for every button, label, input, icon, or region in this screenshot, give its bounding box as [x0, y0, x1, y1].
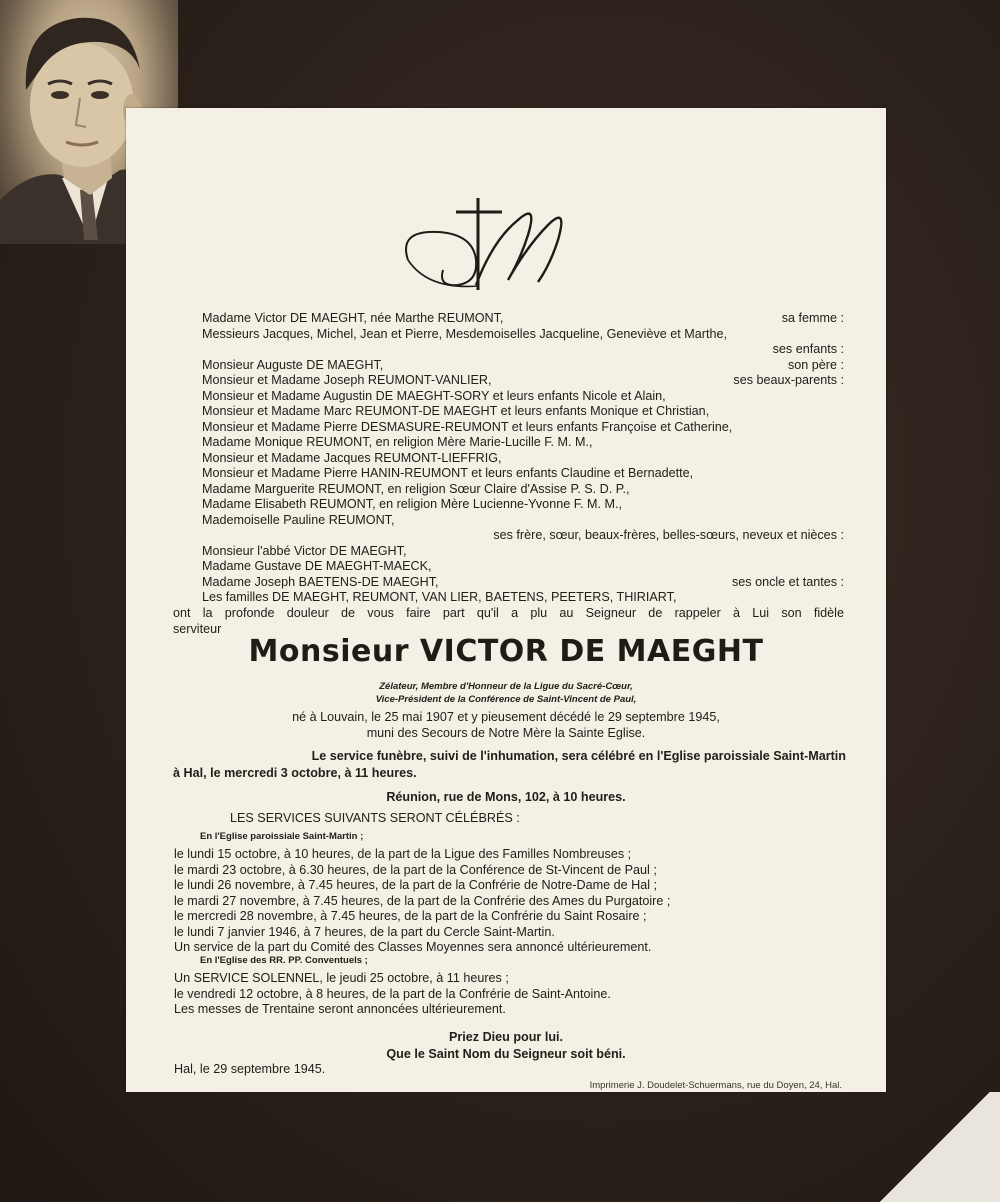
family-row: [202, 451, 844, 467]
place-date: Hal, le 29 septembre 1945.: [174, 1062, 326, 1076]
closing-prayer: [126, 1029, 886, 1063]
announcement-line-1: ont la profonde douleur de vous faire part qu'il a plu au Seigneur de rappeler à Lui son fidèle: [173, 606, 844, 620]
family-row: [202, 590, 844, 606]
family-row: [202, 342, 844, 358]
service-item: Les messes de Trentaine seront annoncées ultérieurement.: [174, 1002, 506, 1016]
service-item: Un service de la part du Comité des Classes Moyennes sera annoncé ultérieurement.: [174, 940, 652, 954]
family-row: [202, 497, 844, 513]
service-item: le lundi 15 octobre, à 10 heures, de la part de la Ligue des Familles Nombreuses ;: [174, 847, 632, 861]
family-member: Madame Gustave DE MAEGHT-MAECK,: [202, 559, 432, 573]
family-relation: ses oncle et tantes :: [731, 574, 844, 589]
birth-death: [126, 710, 886, 741]
family-relation: ses beaux-parents :: [733, 373, 844, 387]
service-item: le mercredi 28 novembre, à 7.45 heures, de la part de la Confrérie du Saint Rosaire ;: [174, 909, 647, 923]
family-row: [202, 435, 844, 451]
services-heading: LES SERVICES SUIVANTS SERONT CÉLÉBRÉS :: [230, 811, 520, 825]
funeral-info: [173, 748, 846, 782]
family-row: [202, 358, 844, 374]
family-member: Monsieur et Madame Joseph REUMONT-VANLIER,: [202, 373, 492, 387]
family-row: [202, 544, 844, 560]
page-corner: [870, 1092, 1000, 1202]
family-row: [202, 389, 844, 405]
family-row: [202, 311, 844, 327]
announcement: [173, 606, 844, 637]
family-row: [202, 327, 844, 343]
family-member: Monsieur et Madame Pierre DESMASURE-REUMONT et leurs enfants Françoise et Catherine,: [202, 419, 733, 434]
family-relation: son père :: [787, 357, 844, 372]
family-member: Monsieur et Madame Pierre HANIN-REUMONT et leurs enfants Claudine et Bernadette,: [202, 466, 694, 480]
church-conventuels: En l'Eglise des RR. PP. Conventuels ;: [200, 955, 368, 966]
announcement-line-2: serviteur: [173, 621, 222, 636]
title-line-2: Vice-Président de la Conférence de Saint-Vincent de Paul,: [375, 694, 637, 705]
family-member: Madame Victor DE MAEGHT, née Marthe REUMONT,: [202, 311, 504, 325]
printer-credit: Imprimerie J. Doudelet-Schuermans, rue du Doyen, 24, Hal.: [589, 1080, 842, 1091]
family-member: Madame Joseph BAETENS-DE MAEGHT,: [202, 574, 439, 589]
services-list-conventuels: [174, 971, 814, 1018]
family-row: [202, 482, 844, 498]
family-row: [202, 466, 844, 482]
family-list: [202, 311, 844, 606]
cross-monogram-icon: [398, 190, 578, 300]
family-row: [202, 575, 844, 591]
family-row: [202, 559, 844, 575]
funeral-line-2: à Hal, le mercredi 3 octobre, à 11 heures.: [173, 766, 417, 780]
service-item: le mardi 23 octobre, à 6.30 heures, de la part de la Conférence de St-Vincent de Paul ;: [174, 862, 657, 877]
family-member: Monsieur et Madame Augustin DE MAEGHT-SORY et leurs enfants Nicole et Alain,: [202, 388, 666, 403]
family-member: Monsieur Auguste DE MAEGHT,: [202, 357, 384, 372]
family-member: Mademoiselle Pauline REUMONT,: [202, 512, 395, 527]
services-list-saint-martin: [174, 847, 814, 956]
pray-line: Priez Dieu pour lui.: [448, 1030, 564, 1044]
family-row: [202, 528, 844, 544]
sacraments-line: muni des Secours de Notre Mère la Sainte Eglise.: [366, 725, 646, 740]
family-relation: sa femme :: [781, 311, 844, 325]
family-member: Monsieur et Madame Jacques REUMONT-LIEFFRIG,: [202, 450, 502, 465]
church-saint-martin: En l'Eglise paroissiale Saint-Martin ;: [200, 831, 364, 842]
mourning-card: [126, 108, 886, 1092]
title-line-1: Zélateur, Membre d'Honneur de la Ligue du Sacré-Cœur,: [379, 681, 633, 692]
family-member: Les familles DE MAEGHT, REUMONT, VAN LIER, BAETENS, PEETERS, THIRIART,: [202, 590, 677, 604]
deceased-titles: [126, 680, 886, 706]
service-item: le lundi 26 novembre, à 7.45 heures, de la part de la Confrérie de Notre-Dame de Hal ;: [174, 878, 658, 892]
family-row: [202, 373, 844, 389]
family-row: [202, 420, 844, 436]
family-member: Monsieur et Madame Marc REUMONT-DE MAEGHT et leurs enfants Monique et Christian,: [202, 404, 710, 418]
family-row: [202, 513, 844, 529]
family-member: Madame Elisabeth REUMONT, en religion Mère Lucienne-Yvonne F. M. M.,: [202, 497, 622, 511]
family-relation: ses enfants :: [772, 342, 844, 356]
service-item: le mardi 27 novembre, à 7.45 heures, de la part de la Confrérie des Ames du Purgatoire ;: [174, 893, 671, 908]
service-item: le vendredi 12 octobre, à 8 heures, de la part de la Confrérie de Saint-Antoine.: [174, 986, 611, 1001]
deceased-name: Monsieur VICTOR DE MAEGHT: [248, 634, 764, 669]
family-member: Madame Marguerite REUMONT, en religion Sœur Claire d'Assise P. S. D. P.,: [202, 481, 630, 496]
funeral-line-1: Le service funèbre, suivi de l'inhumation, sera célébré en l'Eglise paroissiale Saint-Martin: [311, 749, 846, 763]
family-member: Madame Monique REUMONT, en religion Mère Marie-Lucille F. M. M.,: [202, 435, 593, 449]
family-relation: ses frère, sœur, beaux-frères, belles-sœurs, neveux et nièces :: [493, 528, 844, 542]
family-member: Monsieur l'abbé Victor DE MAEGHT,: [202, 543, 407, 558]
service-item: Un SERVICE SOLENNEL, le jeudi 25 octobre, à 11 heures ;: [174, 971, 509, 985]
blessed-line: Que le Saint Nom du Seigneur soit béni.: [386, 1047, 626, 1061]
born-line: né à Louvain, le 25 mai 1907 et y pieusement décédé le 29 septembre 1945,: [292, 710, 720, 724]
family-member: Messieurs Jacques, Michel, Jean et Pierre, Mesdemoiselles Jacqueline, Geneviève et Marthe,: [202, 326, 727, 341]
meeting-line: Réunion, rue de Mons, 102, à 10 heures.: [386, 790, 626, 804]
service-item: le lundi 7 janvier 1946, à 7 heures, de la part du Cercle Saint-Martin.: [174, 924, 555, 939]
family-row: [202, 404, 844, 420]
